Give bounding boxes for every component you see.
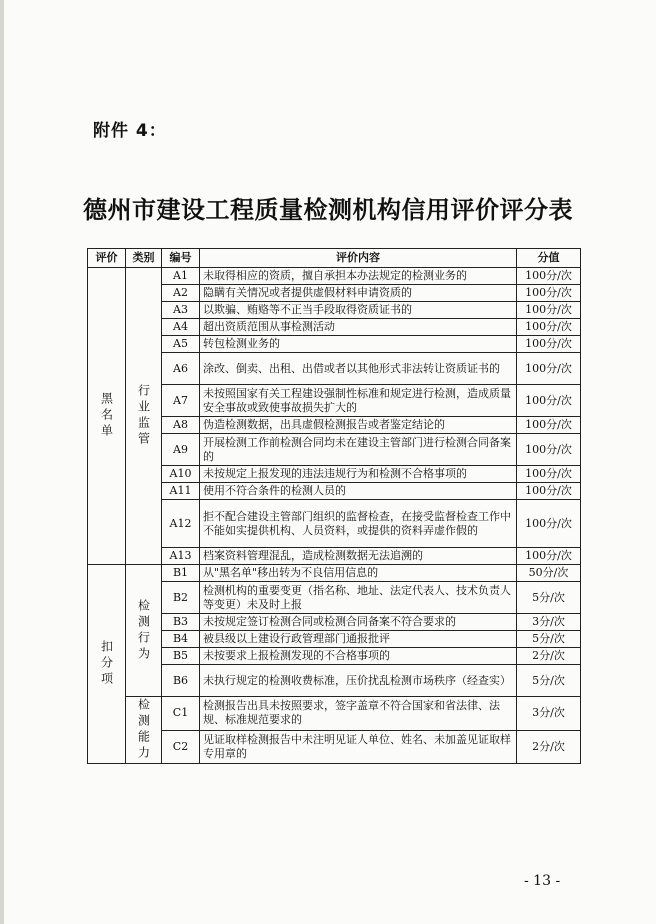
table-row	[88, 268, 581, 285]
row-code: C1	[162, 697, 200, 731]
row-score: 3分/次	[517, 614, 581, 631]
row-score: 5分/次	[517, 631, 581, 648]
row-content: 涂改、倒卖、出租、出借或者以其他形式非法转让资质证书的	[200, 353, 517, 385]
row-content: 检测报告出具未按照要求，签字盖章不符合国家和省法律、法规、标准规范要求的	[200, 697, 517, 731]
row-content: 未执行规定的检测收费标准，压价扰乱检测市场秩序（经查实）	[200, 665, 517, 697]
row-content: 以欺骗、贿赂等不正当手段取得资质证书的	[200, 302, 517, 319]
table-row	[88, 434, 581, 466]
table-row	[88, 697, 581, 731]
row-code: A11	[162, 483, 200, 500]
scan-edge	[0, 0, 4, 924]
header-category: 类别	[126, 249, 162, 268]
row-score: 3分/次	[517, 697, 581, 731]
table-row	[88, 353, 581, 385]
header-code: 编号	[162, 249, 200, 268]
table-row	[88, 319, 581, 336]
category-capability: 检测能力	[136, 698, 151, 762]
row-code: A9	[162, 434, 200, 466]
page-number: - 13 -	[524, 873, 561, 889]
category-capability-cell	[126, 697, 162, 764]
row-score: 100分/次	[517, 548, 581, 565]
row-content: 转包检测业务的	[200, 336, 517, 353]
row-score: 100分/次	[517, 302, 581, 319]
row-content: 检测机构的重要变更（指名称、地址、法定代表人、技术负责人等变更）未及时上报	[200, 582, 517, 614]
table-row	[88, 302, 581, 319]
table-row	[88, 417, 581, 434]
header-eval: 评价	[88, 249, 126, 268]
row-code: B2	[162, 582, 200, 614]
table-row	[88, 500, 581, 548]
row-score: 100分/次	[517, 319, 581, 336]
row-score: 100分/次	[517, 466, 581, 483]
row-content: 未按要求上报检测发现的不合格事项的	[200, 648, 517, 665]
row-content: 从"黑名单"移出转为不良信用信息的	[200, 565, 517, 582]
eval-deduction: 扣分项	[99, 640, 114, 688]
table-row	[88, 385, 581, 417]
table-row	[88, 565, 581, 582]
row-score: 100分/次	[517, 483, 581, 500]
table-row	[88, 336, 581, 353]
row-score: 2分/次	[517, 648, 581, 665]
row-code: A6	[162, 353, 200, 385]
row-score: 100分/次	[517, 417, 581, 434]
attachment-label: 附件 4：	[93, 121, 167, 141]
table-row	[88, 582, 581, 614]
row-content: 未按规定上报发现的违法违规行为和检测不合格事项的	[200, 466, 517, 483]
evaluation-table	[87, 248, 581, 764]
header-score: 分值	[517, 249, 581, 268]
row-score: 5分/次	[517, 665, 581, 697]
row-code: A3	[162, 302, 200, 319]
header-content: 评价内容	[200, 249, 517, 268]
row-score: 100分/次	[517, 353, 581, 385]
row-score: 100分/次	[517, 268, 581, 285]
category-behavior: 检测行为	[136, 598, 151, 663]
row-score: 100分/次	[517, 285, 581, 302]
row-score: 100分/次	[517, 385, 581, 417]
row-content: 拒不配合建设主管部门组织的监督检查，在接受监督检查工作中不能如实提供机构、人员资料，或提供的资料弄虚作假的	[200, 500, 517, 548]
table-row	[88, 548, 581, 565]
row-score: 100分/次	[517, 434, 581, 466]
row-code: A4	[162, 319, 200, 336]
eval-deduction-cell	[88, 565, 126, 764]
table-row	[88, 285, 581, 302]
table-row	[88, 614, 581, 631]
row-content: 隐瞒有关情况或者提供虚假材料申请资质的	[200, 285, 517, 302]
row-content: 被县级以上建设行政管理部门通报批评	[200, 631, 517, 648]
row-code: B4	[162, 631, 200, 648]
row-code: B6	[162, 665, 200, 697]
table-header-row	[88, 249, 581, 268]
table-row	[88, 665, 581, 697]
row-code: A12	[162, 500, 200, 548]
row-score: 50分/次	[517, 565, 581, 582]
row-content: 未按规定签订检测合同或检测合同备案不符合要求的	[200, 614, 517, 631]
row-content: 超出资质范围从事检测活动	[200, 319, 517, 336]
row-code: A13	[162, 548, 200, 565]
eval-blacklist: 黑名单	[99, 392, 114, 440]
row-score: 100分/次	[517, 500, 581, 548]
category-supervision: 行业监管	[136, 384, 151, 448]
row-code: A5	[162, 336, 200, 353]
row-content: 未按照国家有关工程建设强制性标准和规定进行检测，造成质量安全事故或致使事故损失扩大的	[200, 385, 517, 417]
table-row	[88, 730, 581, 764]
row-content: 开展检测工作前检测合同均未在建设主管部门进行检测合同备案的	[200, 434, 517, 466]
row-score: 5分/次	[517, 582, 581, 614]
row-code: B3	[162, 614, 200, 631]
row-code: B5	[162, 648, 200, 665]
row-content: 档案资料管理混乱，造成检测数据无法追溯的	[200, 548, 517, 565]
document-title: 德州市建设工程质量检测机构信用评价评分表	[83, 196, 573, 224]
eval-blacklist-cell	[88, 268, 126, 565]
category-supervision-cell	[126, 268, 162, 565]
table-row	[88, 648, 581, 665]
row-content: 见证取样检测报告中未注明见证人单位、姓名、未加盖见证取样专用章的	[200, 730, 517, 764]
row-code: A1	[162, 268, 200, 285]
category-behavior-cell	[126, 565, 162, 697]
row-score: 2分/次	[517, 730, 581, 764]
row-code: A8	[162, 417, 200, 434]
row-code: A2	[162, 285, 200, 302]
row-content: 伪造检测数据，出具虚假检测报告或者鉴定结论的	[200, 417, 517, 434]
row-code: A7	[162, 385, 200, 417]
row-code: C2	[162, 730, 200, 764]
row-score: 100分/次	[517, 336, 581, 353]
row-content: 未取得相应的资质，擅自承担本办法规定的检测业务的	[200, 268, 517, 285]
row-code: B1	[162, 565, 200, 582]
row-content: 使用不符合条件的检测人员的	[200, 483, 517, 500]
table-row	[88, 631, 581, 648]
table-row	[88, 483, 581, 500]
row-code: A10	[162, 466, 200, 483]
table-row	[88, 466, 581, 483]
